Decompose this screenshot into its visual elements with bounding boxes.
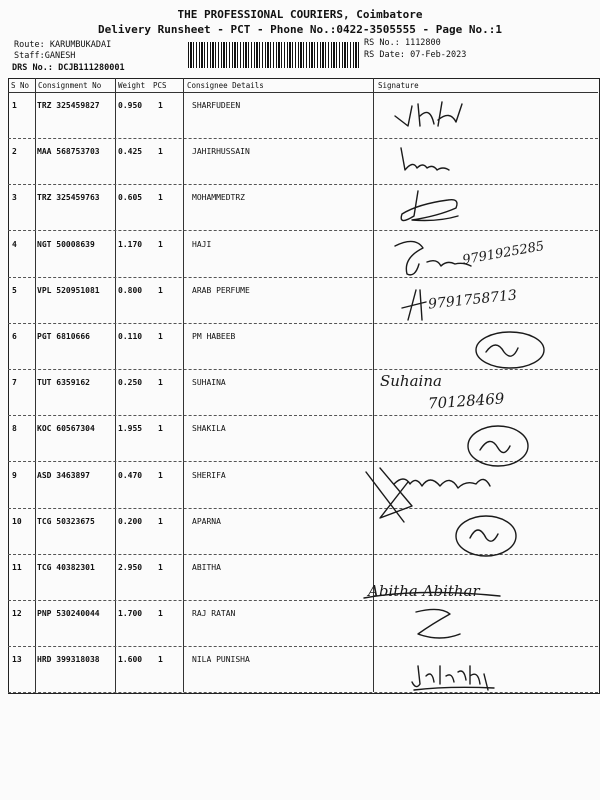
cell-weight: 2.950 [118,563,143,572]
cell-consignee: SHAKILA [192,424,226,434]
cell-weight: 1.955 [118,424,143,434]
col-header-pcs: PCS [153,81,167,90]
signature-row-2 [395,140,455,180]
rs-no-label: RS No.: [364,38,400,48]
cell-consignment: TCG 50323675 [37,516,95,526]
cell-sno: 6 [12,332,17,341]
cell-pcs: 1 [158,101,163,110]
cell-sno: 10 [12,516,22,526]
rs-date-info [364,50,466,60]
cell-pcs: 1 [158,609,163,619]
rs-date-value: 07-Feb-2023 [410,50,467,60]
staff-info [14,51,75,61]
runsheet-subtitle: Delivery Runsheet - PCT - Phone No.:0422-3505555 - Page No.:1 [98,23,502,36]
cell-sno: 2 [12,147,17,157]
row-separator [8,138,598,139]
col-header-consignee: Consignee Details [187,81,264,90]
signature-row-1 [390,96,480,132]
cell-consignment: KOC 60567304 [37,424,95,434]
rs-no-info [364,38,441,48]
signature-row-4-phone: 9791925285 [461,238,546,269]
cell-weight: 0.250 [118,378,143,388]
cell-consignee: MOHAMMEDTRZ [192,193,245,203]
col-header-signature: Signature [378,81,419,90]
staff-value: GANESH [44,51,76,61]
cell-consignment: TRZ 325459827 [37,101,100,110]
signature-row-5 [400,286,430,326]
signature-row-11-underline [360,584,510,604]
cell-weight: 1.170 [118,239,143,249]
cell-consignee: SUHAINA [192,378,226,388]
row-separator [8,230,598,231]
cell-pcs: 1 [158,655,163,665]
cell-consignee: ARAB PERFUME [192,285,250,295]
signature-row-10 [454,510,520,560]
drs-barcode [188,42,360,68]
rs-no-value: 1112800 [404,38,441,48]
cell-consignment: HRD 399318038 [37,655,100,665]
staff-label: Staff: [14,51,45,61]
cell-pcs: 1 [158,332,163,341]
row-separator [8,646,598,647]
signature-row-6 [472,328,548,372]
cell-sno: 9 [12,470,17,480]
cell-consignment: PNP 530240044 [37,609,100,619]
route-value: KARUMBUKADAI [49,40,112,50]
cell-weight: 1.600 [118,655,143,665]
cell-consignment: VPL 520951081 [37,285,100,295]
cell-weight: 0.800 [118,285,143,295]
cell-consignment: MAA 568753703 [37,147,100,157]
cell-weight: 1.700 [118,609,143,619]
signature-row-11-name: Abitha Abithar [368,582,480,600]
cell-consignment: ASD 3463897 [37,470,90,480]
cell-sno: 13 [12,655,22,665]
cell-sno: 3 [12,193,17,203]
cell-pcs: 1 [158,563,163,572]
rs-date-label: RS Date: [364,50,405,60]
row-separator [8,323,598,324]
cell-consignee: APARNA [192,516,221,526]
signature-row-13 [408,660,498,694]
cell-consignee: PM HABEEB [192,332,236,341]
cell-consignment: PGT 6810666 [37,332,90,341]
cell-consignee: SHARFUDEEN [192,101,241,110]
cell-weight: 0.425 [118,147,143,157]
cell-sno: 1 [12,101,17,110]
col-header-weight: Weight [118,81,146,90]
cell-pcs: 1 [158,516,163,526]
signature-row-7-phone: 70128469 [427,389,505,413]
drs-label: DRS No.: [12,63,53,73]
cell-consignee: HAJI [192,239,212,249]
cell-sno: 5 [12,285,17,295]
cell-pcs: 1 [158,193,163,203]
col-header-sno: S No [11,81,30,90]
row-separator [8,277,598,278]
cell-consignee: JAHIRHUSSAIN [192,147,250,157]
header-divider [8,92,598,93]
cell-consignee: NILA PUNISHA [192,655,250,665]
row-separator [8,692,598,693]
signature-row-7-name: Suhaina [380,372,442,390]
cell-sno: 12 [12,609,22,619]
cell-sno: 4 [12,239,17,249]
cell-pcs: 1 [158,285,163,295]
col-header-consignment: Consignment No [38,81,102,90]
cell-consignee: RAJ RATAN [192,609,236,619]
route-label: Route: [14,40,45,50]
row-separator [8,184,598,185]
cell-weight: 0.470 [118,470,143,480]
route-info [14,40,111,50]
cell-sno: 11 [12,563,22,572]
signature-row-3 [388,186,468,232]
signature-row-12 [410,604,466,646]
row-separator [8,415,598,416]
cell-consignee: ABITHA [192,563,221,572]
cell-pcs: 1 [158,147,163,157]
cell-pcs: 1 [158,239,163,249]
cell-weight: 0.110 [118,332,143,341]
drs-value: DCJB111280001 [58,63,125,73]
cell-pcs: 1 [158,470,163,480]
cell-pcs: 1 [158,378,163,388]
drs-info [12,63,125,73]
cell-weight: 0.200 [118,516,143,526]
cell-weight: 0.605 [118,193,143,203]
cell-consignment: TUT 6359162 [37,378,90,388]
row-separator [8,508,598,509]
signature-row-5-phone: 9791758713 [427,287,518,313]
cell-consignee: SHERIFA [192,470,226,480]
cell-weight: 0.950 [118,101,143,110]
cell-consignment: TCG 40382301 [37,563,95,572]
cell-pcs: 1 [158,424,163,434]
cell-sno: 7 [12,378,17,388]
company-title: THE PROFESSIONAL COURIERS, Coimbatore [177,8,423,21]
cell-sno: 8 [12,424,17,434]
runsheet-table [8,78,600,694]
cell-consignment: NGT 50008639 [37,239,95,249]
cell-consignment: TRZ 325459763 [37,193,100,203]
